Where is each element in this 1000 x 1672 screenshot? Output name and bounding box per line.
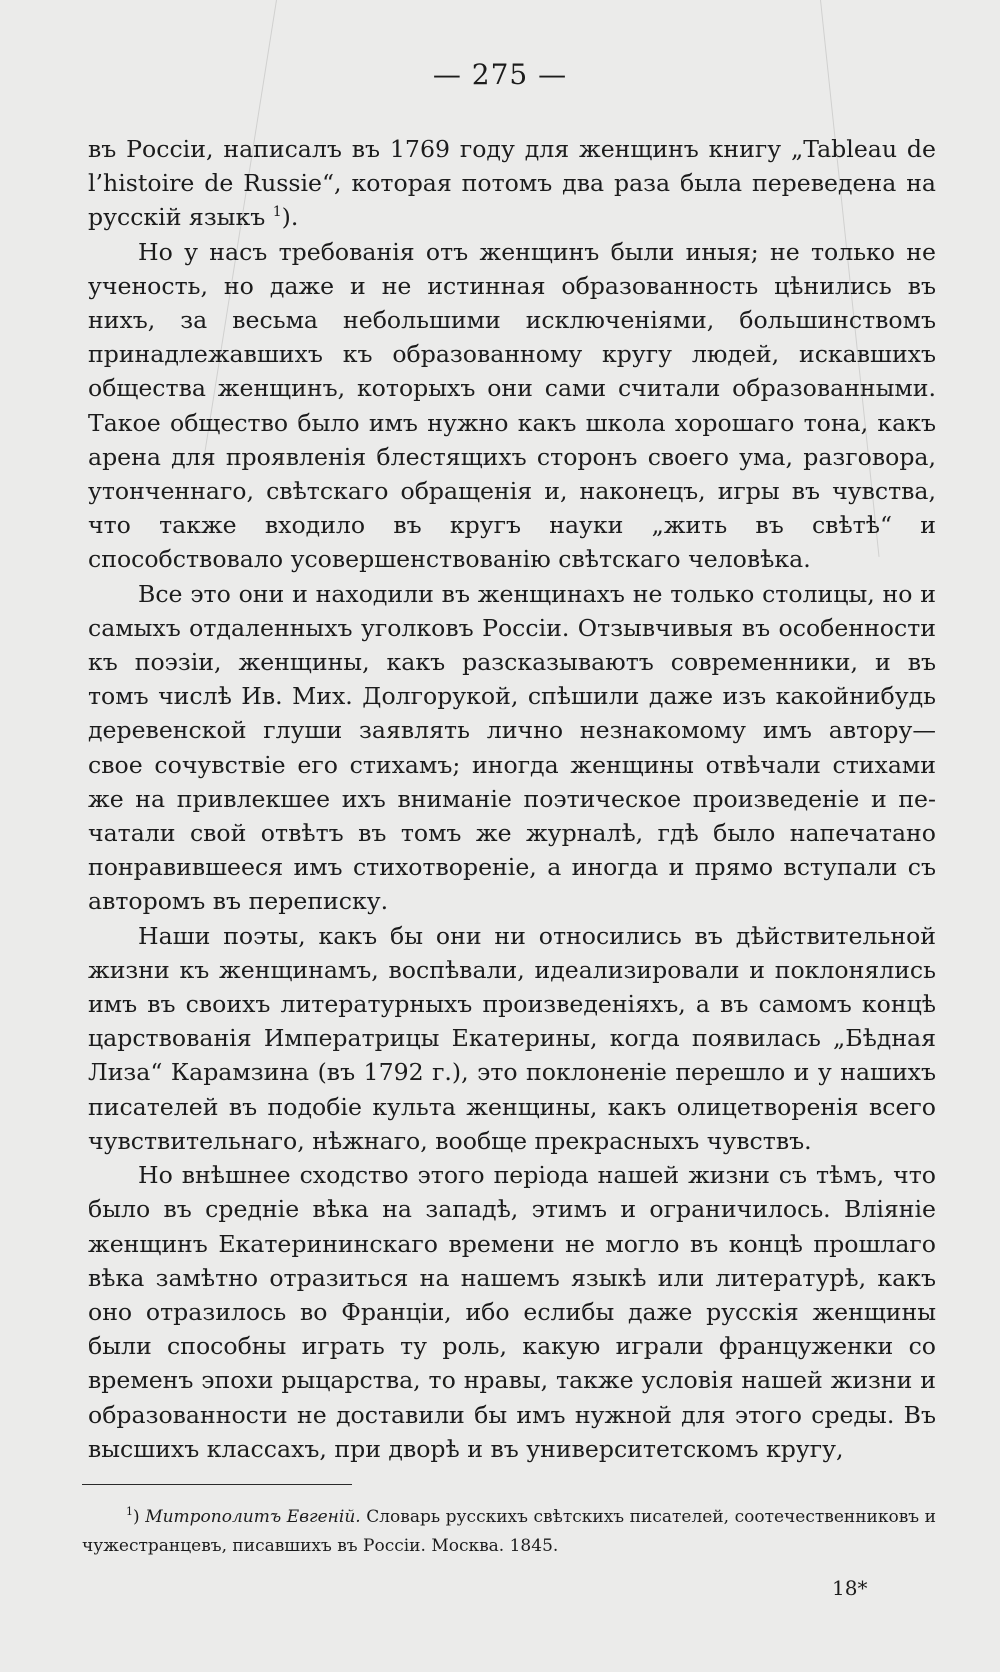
- paragraph-4: Наши поэты, какъ бы они ни относились въ дѣйствительной жизни къ женщинамъ, воспѣвали, идеализировали и поклонялись имъ въ своихъ литературныхъ произведеніяхъ, а въ самомъ концѣ царствованія Императрицы Екатерины, когда появилась „Бѣдная Лиза“ Карамзина (въ 1792 г.), это поклоненіе перешло и у нашихъ писателей въ подобіе культа женщины, какъ олицетворенія всего чувствительнаго, нѣжнаго, вообще прекрасныхъ чувствъ.: [88, 921, 936, 1155]
- footnote-text: Словарь русскихъ свѣтскихъ писателей, соотечественниковъ и чужестранцевъ, писавшихъ въ Россіи. Москва. 1845.: [82, 1507, 936, 1556]
- footnote-reference-marker: 1: [272, 204, 282, 221]
- footnote: [82, 1503, 936, 1561]
- footnote-divider: [82, 1484, 352, 1485]
- footnote-marker-paren: ): [133, 1507, 140, 1527]
- main-text: [88, 132, 936, 1466]
- paragraph-1: [88, 132, 936, 235]
- paragraph-3: Все это они и находили въ женщинахъ не только столицы, но и самыхъ отдаленныхъ уголковъ Россіи. Отзывчивыя въ особенности къ поэзіи, женщины, какъ разсказываютъ современники, и въ томъ числѣ Ив. Мих. Долгорукой, спѣшили даже изъ какойнибудь деревенской глуши заявлять лично незнакомому имъ автору— свое сочувствіе его стихамъ; иногда женщины отвѣчали стихами же на привлекшее ихъ вниманіе поэтическое произведеніе и печатали свой отвѣтъ въ томъ же журналѣ, гдѣ было напечатано понравившееся имъ стихотвореніе, а иногда и прямо вступали съ авторомъ въ переписку.: [88, 579, 936, 916]
- paragraph-5: Но внѣшнее сходство этого періода нашей жизни съ тѣмъ, что было въ средніе вѣка на западѣ, этимъ и ограничилось. Вліяніе женщинъ Екатерининскаго времени не могло въ концѣ прошлаго вѣка замѣтно отразиться на нашемъ языкѣ или литературѣ, какъ оно отразилось во Франціи, ибо еслибы даже русскія женщины были способны играть ту роль, какую играли француженки со временъ эпохи рыцарства, то нравы, также условія нашей жизни и образованности не доставили бы имъ нужной для этого среды. Въ высшихъ классахъ, при дворѣ и въ университетскомъ кругу,: [88, 1161, 936, 1463]
- footnote-marker: 1: [126, 1505, 133, 1518]
- paragraph-2: Но у насъ требованія отъ женщинъ были иныя; не только не ученость, но даже и не истинная образованность цѣнились въ нихъ, за весьма небольшими исключеніями, большинствомъ принадлежавшихъ къ образованному кругу людей, искавшихъ общества женщинъ, которыхъ они сами считали образованными. Такое общество было имъ нужно какъ школа хорошаго тона, какъ арена для проявленія блестящихъ сторонъ своего ума, разговора, утонченнаго, свѣтскаго обращенія и, наконецъ, игры въ чувства, что также входило въ кругъ науки „жить въ свѣтѣ“ и способствовало усовершенствованію свѣтскаго человѣка.: [88, 237, 936, 574]
- paragraph-1-text-end: ).: [281, 203, 299, 232]
- footnote-author: Митрополитъ Евгеній.: [145, 1507, 361, 1527]
- paragraph-1-text: въ Россіи, написалъ въ 1769 году для женщинъ книгу „Tableau de l’histoire de Russie“, которая потомъ два раза была переведена на русскій языкъ: [88, 135, 936, 232]
- printer-signature-mark: 18*: [832, 1576, 868, 1600]
- page-number: — 275 —: [432, 58, 568, 91]
